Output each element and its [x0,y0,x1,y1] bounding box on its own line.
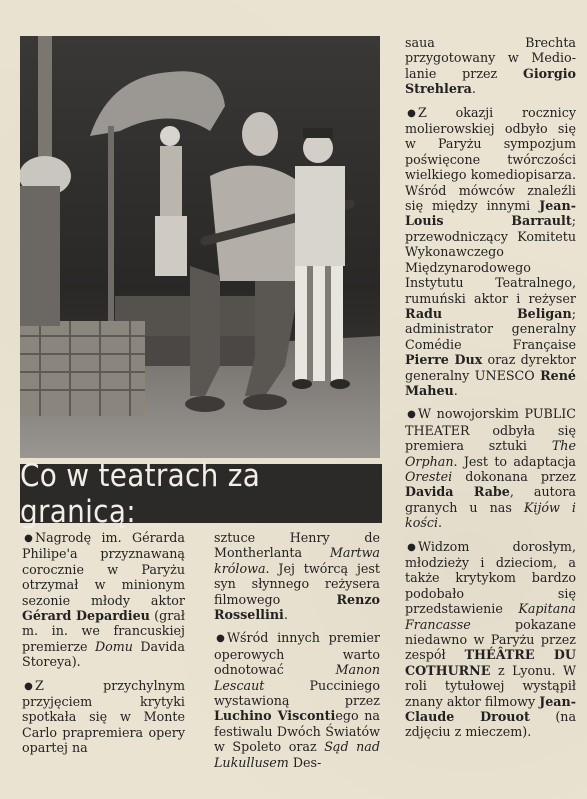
name-bold: Giorgio Strehlera [405,65,576,97]
name-bold: René Maheu [405,367,576,398]
title-italic: Manon Lescaut [214,662,380,693]
title-italic: Kijów i kości [405,499,576,531]
text: . [471,81,476,97]
title-italic: Martwa królowa [214,545,380,576]
name-bold: Davida Rabe [405,484,510,500]
name-bold: Radu Beligan [405,305,572,321]
text: sztuce Henry de Montherlanta [214,530,380,561]
title-italic: Domu [94,638,133,654]
bullet-icon: ● [407,107,416,119]
section-headline [20,457,382,530]
bullet-icon: ● [407,409,416,421]
title-italic: Kapitana Francasse [405,601,576,632]
text: . Jej twórcą jest syn słynnego reżysera filmowego [214,560,380,607]
text: Des- [288,754,322,770]
text: , autora granych u nas [405,484,576,515]
text: . [283,607,288,623]
text: ego na festiwalu Dwóch Światów w Spoleto oraz [214,708,380,755]
text: Davida Storeya). [22,638,185,670]
text: Nagrodę im. Gérarda Philipe'a przyznawaną corocznie w Paryżu otrzymał w minionym sezonie młody aktor [22,530,185,608]
title-italic: The Orphan [405,438,576,469]
text: oraz dyrektor generalny UNESCO [405,352,576,383]
paragraph [405,406,576,530]
name-bold: Jean-Claude Drouot [405,693,576,725]
bullet-icon: ● [407,541,416,553]
text: . Jest to adaptacja [453,453,576,469]
text: Pucciniego wystawioną przez [214,677,380,709]
name-bold: Gérard Depardieu [22,608,150,624]
faded-previous-text [0,0,395,34]
text: Z przychylnym przyjęciem krytyki spotkała się w Monte Carlo prapremiera opery opartej na [22,677,185,756]
text: Widzom dorosłym, młodzieży i dzieciom, a także krytykom bardzo podobało się przedstawienie [405,538,576,617]
text: ; administrator generalny Comédie Française [405,305,576,352]
headline-text: Co w teatrach za granicą: [20,457,261,530]
text: pokazane niedawno w Paryżu przez zespół [405,616,576,663]
article-column-3 [405,35,576,748]
stage-photo-illustration [20,36,380,458]
paragraph [405,35,576,97]
text: W nowojorskim PUBLIC THEATER odbyła się premiera sztuki [405,406,576,454]
text: . [438,515,443,531]
name-bold: Pierre Dux [405,352,483,368]
text: saua Brechta przygotowany w Mediolanie przez [405,35,576,81]
text: ; przewodniczący Komitetu Wykonawczego Międzynarodowego Instytutu Teatralnego, rumuński aktor i reżyser [405,213,576,306]
paragraph [405,105,576,399]
title-italic: Orestei [405,468,453,484]
bullet-icon: ● [24,680,33,692]
stage-photo [20,36,380,458]
paragraph [214,530,380,622]
article-column-1 [22,530,185,764]
paragraph [405,539,576,740]
text: z Lyonu. W roli tytułowej wystąpił znany aktor filmowy [405,662,576,709]
title-italic: Sąd nad Lukullusem [214,739,380,770]
text: dokonana przez [452,468,576,484]
name-bold: THÉÂTRE DU COTHURNE [405,647,576,678]
name-bold: Jean-Louis Barrault [405,198,576,229]
bullet-icon: ● [216,633,225,645]
text: Wśród innych premier operowych warto odnotować [214,630,380,678]
paragraph [22,678,185,756]
text: (grał m. in. we francuskiej premierze [22,608,185,654]
paragraph [214,630,380,770]
name-bold: Luchino Visconti [214,708,336,724]
text: (na zdjęciu z mieczem). [405,709,577,740]
text: . [453,382,458,398]
paragraph [22,530,185,670]
article-column-2 [214,530,380,778]
bullet-icon: ● [24,533,33,544]
text: Z okazji rocznicy molierowskiej odbyło się w Paryżu sympozjum poświęcone twórczości wielkiego komediopisarza. Wśród mówców znaleźli się między innymi [405,104,576,214]
name-bold: Renzo Rossellini [214,591,380,623]
